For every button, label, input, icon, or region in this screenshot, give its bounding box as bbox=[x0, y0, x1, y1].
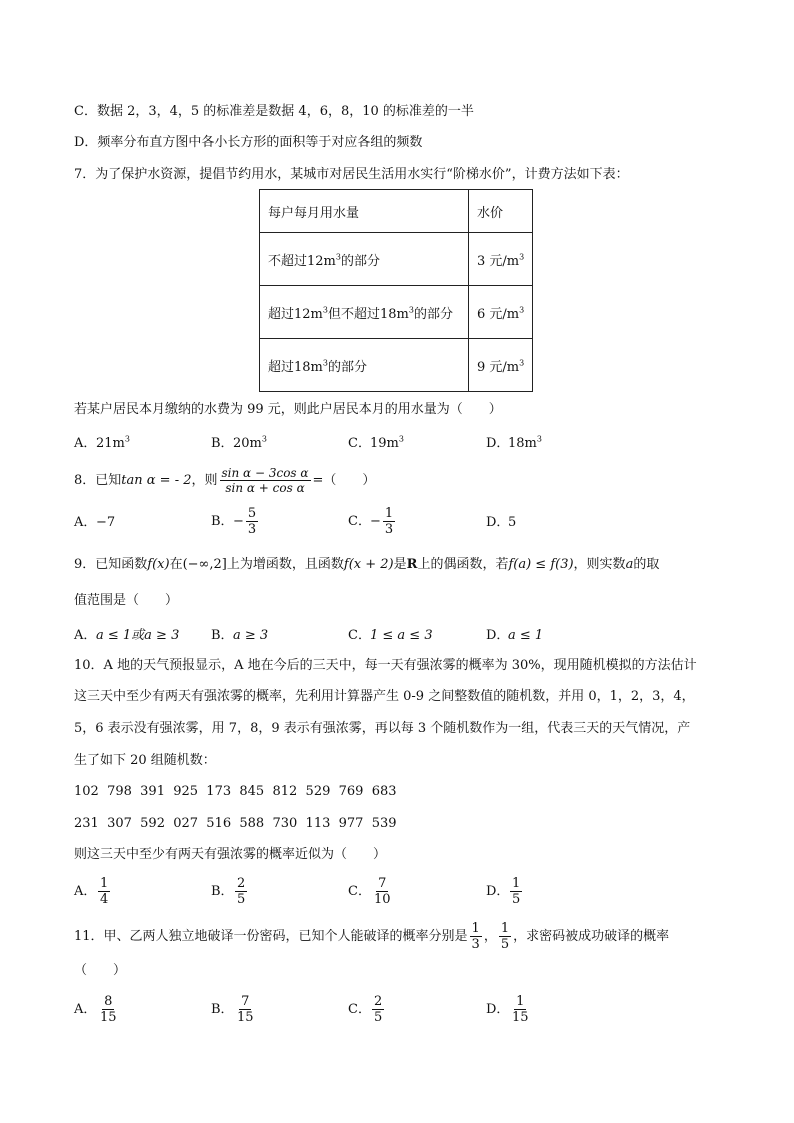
table-header-row bbox=[260, 190, 533, 233]
q9-stem-line2: 值范围是（ ） bbox=[74, 593, 179, 608]
fraction-numerator: 1 bbox=[512, 876, 521, 891]
q7-option-c bbox=[348, 432, 404, 451]
q9-text: 上为增函数，且函数 bbox=[226, 557, 344, 572]
option-label: C． bbox=[348, 436, 371, 451]
q10-stem-line: 这三天中至少有两天有强浓雾的概率，先利用计算器产生 0-9 之间整数值的随机数，并用 0，1，2，3，4， bbox=[74, 689, 695, 704]
table-cell-price bbox=[469, 286, 533, 339]
fraction-numerator: 7 bbox=[241, 994, 250, 1009]
fraction-numerator: 1 bbox=[516, 994, 525, 1009]
fraction-numerator: 1 bbox=[100, 876, 109, 891]
q9-text: ，则实数 bbox=[573, 557, 626, 572]
q11-fraction-1 bbox=[470, 921, 482, 952]
fraction-denominator: sin α + cos α bbox=[225, 481, 305, 495]
table-cell-usage bbox=[260, 339, 469, 392]
option-fraction bbox=[383, 506, 395, 537]
q8-stem bbox=[74, 464, 375, 498]
q9-text: 是 bbox=[393, 557, 407, 572]
q11-text: ，求密码被成功破译的概率 bbox=[513, 929, 670, 944]
superscript: 3 bbox=[398, 434, 404, 444]
option-label: A． bbox=[74, 628, 97, 643]
q9-option-a bbox=[74, 624, 179, 643]
option-label: D． bbox=[486, 515, 510, 530]
option-fraction bbox=[235, 994, 256, 1025]
option-label: B． bbox=[211, 884, 234, 899]
q10-option-b bbox=[211, 876, 249, 907]
option-label: A． bbox=[74, 1002, 97, 1017]
option-fraction bbox=[235, 876, 247, 907]
option-value: 20m bbox=[233, 436, 262, 451]
superscript: 3 bbox=[408, 305, 414, 315]
water-price-table bbox=[259, 189, 533, 392]
option-sign: − bbox=[233, 514, 244, 529]
fraction-numerator: 5 bbox=[247, 506, 257, 521]
cell-value: 18m bbox=[294, 359, 323, 375]
fraction-denominator: 4 bbox=[100, 892, 109, 907]
superscript: 3 bbox=[124, 434, 130, 444]
fraction-denominator: 10 bbox=[374, 892, 391, 907]
option-label: B． bbox=[211, 1002, 234, 1017]
option-sign: − bbox=[370, 514, 381, 529]
cell-value: 6 元/m bbox=[477, 306, 520, 322]
superscript: 3 bbox=[261, 434, 267, 444]
q10-stem-line: 10．A 地的天气预报显示，A 地在今后的三天中，每一天有强浓雾的概率为 30%，现用随机模拟的方法估计 bbox=[74, 658, 697, 673]
q10-option-c bbox=[348, 876, 395, 907]
option-label: D． bbox=[486, 628, 510, 643]
option-fraction bbox=[372, 994, 384, 1025]
cell-text: 超过 bbox=[268, 306, 295, 322]
q9-text: 在 bbox=[169, 557, 183, 572]
cell-text: 但不超过 bbox=[327, 306, 380, 322]
table-header-usage: 每户每月用水量 bbox=[260, 190, 469, 233]
q9-option-c bbox=[348, 624, 433, 643]
table-row bbox=[260, 233, 533, 286]
option-label: C． bbox=[348, 884, 371, 899]
fraction-numerator: sin α − 3cos α bbox=[221, 466, 309, 480]
q11-option-b bbox=[211, 994, 258, 1025]
q9-interval: (−∞,2] bbox=[182, 557, 227, 572]
q7-option-d bbox=[486, 432, 542, 451]
option-label: D． bbox=[486, 884, 510, 899]
option-value: 21m bbox=[96, 436, 125, 451]
option-value: a ≤ 1 bbox=[508, 628, 544, 643]
table-cell-price bbox=[469, 233, 533, 286]
option-value: 1 ≤ a ≤ 3 bbox=[370, 628, 433, 643]
option-value: 19m bbox=[370, 436, 399, 451]
q8-prefix: 8．已知 bbox=[74, 473, 122, 488]
option-fraction bbox=[98, 994, 119, 1025]
q6-option-d: D．频率分布直方图中各小长方形的面积等于对应各组的频数 bbox=[74, 135, 423, 150]
fraction-denominator: 5 bbox=[374, 1010, 383, 1025]
table-cell-usage bbox=[260, 286, 469, 339]
option-label: B． bbox=[211, 514, 234, 529]
q11-option-a bbox=[74, 994, 121, 1025]
option-label: C． bbox=[348, 628, 371, 643]
q9-text: 9．已知函数 bbox=[74, 557, 148, 572]
option-fraction bbox=[510, 876, 522, 907]
q11-answer-paren: （ ） bbox=[74, 963, 127, 978]
q9-real-set: R bbox=[406, 557, 418, 572]
q11-stem bbox=[74, 921, 669, 953]
fraction-denominator: 5 bbox=[512, 892, 521, 907]
superscript: 3 bbox=[322, 305, 328, 315]
table-row bbox=[260, 286, 533, 339]
q11-fraction-2 bbox=[499, 921, 511, 952]
table-cell-usage bbox=[260, 233, 469, 286]
fraction-numerator: 8 bbox=[104, 994, 113, 1009]
cell-text: 的部分 bbox=[413, 306, 453, 322]
superscript: 3 bbox=[519, 358, 525, 368]
q7-question: 若某户居民本月缴纳的水费为 99 元，则此户居民本月的用水量为（ ） bbox=[74, 402, 502, 417]
option-label: B． bbox=[211, 628, 234, 643]
cell-text: 的部分 bbox=[340, 253, 380, 269]
cell-text: 的部分 bbox=[327, 359, 367, 375]
fraction-denominator: 3 bbox=[384, 522, 394, 537]
q10-stem-line: 生了如下 20 组随机数： bbox=[74, 753, 216, 768]
q7-option-b bbox=[211, 432, 267, 451]
fraction-numerator: 2 bbox=[374, 994, 383, 1009]
q10-option-a bbox=[74, 876, 112, 907]
option-label: A． bbox=[74, 515, 97, 530]
superscript: 3 bbox=[322, 358, 328, 368]
option-label: C． bbox=[348, 514, 371, 529]
option-fraction bbox=[98, 876, 110, 907]
q11-option-c bbox=[348, 994, 386, 1025]
q11-separator: ， bbox=[483, 929, 497, 944]
fraction-denominator: 15 bbox=[237, 1010, 254, 1025]
q10-stem-line: 5，6 表示没有强浓雾，用 7，8，9 表示有强浓雾，再以每 3 个随机数作为一组，代表三天的天气情况，产 bbox=[74, 721, 691, 736]
q7-stem: 7．为了保护水资源，提倡节约用水，某城市对居民生活用水实行“阶梯水价”，计费方法如下表： bbox=[74, 167, 629, 182]
option-fraction bbox=[510, 994, 531, 1025]
q9-text: 的取 bbox=[633, 557, 660, 572]
q9-stem-line1 bbox=[74, 556, 659, 574]
option-value: a ≤ 1或a ≥ 3 bbox=[96, 628, 180, 643]
option-label: D． bbox=[486, 1002, 510, 1017]
cell-text: 不超过 bbox=[268, 253, 308, 269]
q11-text: 11．甲、乙两人独立地破译一份密码，已知个人能破译的概率分别是 bbox=[74, 929, 468, 944]
fraction-numerator: 1 bbox=[500, 921, 510, 936]
superscript: 3 bbox=[536, 434, 542, 444]
q8-option-d bbox=[486, 511, 516, 530]
option-label: B． bbox=[211, 436, 234, 451]
option-value: 18m bbox=[508, 436, 537, 451]
q9-function-shifted: f(x + 2) bbox=[343, 557, 394, 572]
fraction-denominator: 15 bbox=[100, 1010, 117, 1025]
q11-option-d bbox=[486, 994, 533, 1025]
fraction-numerator: 7 bbox=[378, 876, 387, 891]
fraction-numerator: 1 bbox=[384, 506, 394, 521]
option-label: C． bbox=[348, 1002, 371, 1017]
superscript: 3 bbox=[335, 252, 341, 262]
cell-value: 3 元/m bbox=[477, 253, 520, 269]
cell-value: 12m bbox=[294, 306, 323, 322]
table-cell-price bbox=[469, 339, 533, 392]
q10-question: 则这三天中至少有两天有强浓雾的概率近似为（ ） bbox=[74, 847, 387, 862]
q9-variable: a bbox=[625, 557, 634, 572]
q9-function: f(x) bbox=[147, 557, 170, 572]
option-value: a ≥ 3 bbox=[233, 628, 269, 643]
q8-options bbox=[74, 506, 734, 546]
cell-text: 超过 bbox=[268, 359, 295, 375]
fraction-numerator: 2 bbox=[237, 876, 246, 891]
q8-suffix: =（ ） bbox=[312, 473, 376, 488]
fraction-numerator: 1 bbox=[471, 921, 480, 936]
q10-option-d bbox=[486, 876, 524, 907]
q9-option-d bbox=[486, 624, 543, 643]
option-label: A． bbox=[74, 884, 97, 899]
q8-option-b bbox=[211, 506, 260, 537]
superscript: 3 bbox=[519, 305, 525, 315]
option-label: A． bbox=[74, 436, 97, 451]
q10-options bbox=[74, 876, 734, 916]
option-label: D． bbox=[486, 436, 510, 451]
q10-random-numbers-row2: 231 307 592 027 516 588 730 113 977 539 bbox=[74, 816, 397, 831]
q8-given: tan α = - 2 bbox=[121, 473, 192, 488]
table-row bbox=[260, 339, 533, 392]
q9-option-b bbox=[211, 624, 268, 643]
option-fraction bbox=[372, 876, 393, 907]
option-value: −7 bbox=[96, 515, 116, 530]
fraction-denominator: 3 bbox=[247, 522, 257, 537]
q11-options bbox=[74, 994, 734, 1034]
fraction-denominator: 5 bbox=[500, 937, 510, 952]
q8-expression-fraction bbox=[220, 466, 311, 495]
q9-inequality: f(a) ≤ f(3) bbox=[508, 557, 574, 572]
q8-text: ，则 bbox=[191, 473, 218, 488]
superscript: 3 bbox=[519, 252, 525, 262]
fraction-denominator: 3 bbox=[471, 937, 480, 952]
option-fraction bbox=[246, 506, 258, 537]
table-header-price: 水价 bbox=[469, 190, 533, 233]
fraction-denominator: 5 bbox=[237, 892, 246, 907]
q9-text: 上的偶函数，若 bbox=[417, 557, 509, 572]
fraction-denominator: 15 bbox=[512, 1010, 529, 1025]
q8-option-c bbox=[348, 506, 397, 537]
cell-value: 9 元/m bbox=[477, 359, 520, 375]
cell-value: 18m bbox=[380, 306, 409, 322]
option-value: 5 bbox=[508, 515, 517, 530]
q10-random-numbers-row1: 102 798 391 925 173 845 812 529 769 683 bbox=[74, 784, 397, 799]
cell-value: 12m bbox=[307, 253, 336, 269]
q6-option-c: C．数据 2，3，4，5 的标准差是数据 4，6，8，10 的标准差的一半 bbox=[74, 104, 474, 119]
q8-option-a bbox=[74, 511, 115, 530]
q7-option-a bbox=[74, 432, 130, 451]
